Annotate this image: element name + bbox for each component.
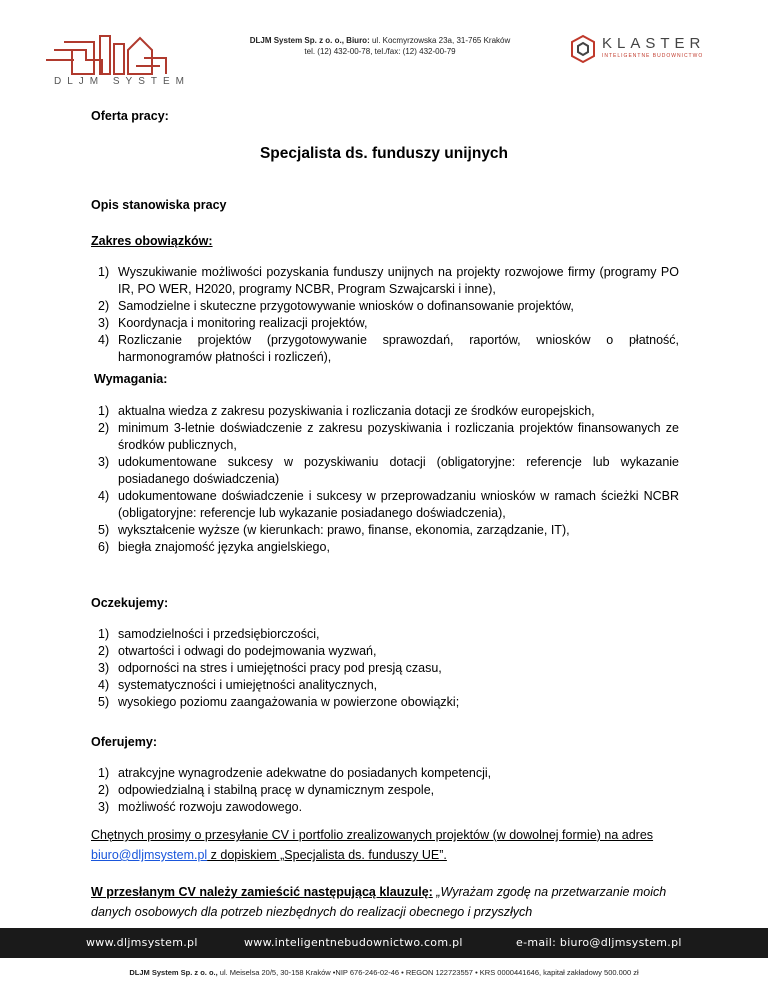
list-item: 3) odporności na stres i umiejętności pracy pod presją czasu, bbox=[98, 661, 442, 675]
footer-legal bbox=[0, 968, 768, 977]
klaster-logo bbox=[568, 34, 708, 64]
list-item: 2) otwartości i odwagi do podejmowania wyzwań, bbox=[98, 644, 377, 658]
duties-heading: Zakres obowiązków: bbox=[91, 234, 213, 248]
klaster-subtitle: INTELIGENTNE BUDOWNICTWO bbox=[602, 53, 704, 59]
list-item: 6) biegła znajomość języka angielskiego, bbox=[98, 540, 330, 554]
application-text: Chętnych prosimy o przesyłanie CV i portfolio zrealizowanych projektów (w dowolnej formie) na adres bbox=[91, 828, 654, 842]
duties-list bbox=[91, 264, 679, 366]
klaster-name: KLASTER bbox=[602, 35, 706, 52]
list-item: 4) udokumentowane doświadczenie i sukcesy w przeprowadzaniu wniosków w ramach ścieżki NCBR (obligatoryjne: referencje lub wykazanie posiadanego doświadczenia), bbox=[98, 489, 679, 520]
offer-heading: Oferujemy: bbox=[91, 735, 157, 749]
dljm-logo bbox=[44, 30, 204, 92]
clause-heading: W przesłanym CV należy zamieścić następującą klauzulę: bbox=[91, 885, 433, 899]
application-suffix: z dopiskiem „Specjalista ds. funduszy UE”. bbox=[207, 848, 447, 862]
dljm-logo-text: DLJM SYSTEM bbox=[54, 76, 191, 87]
list-item: 1) atrakcyjne wynagrodzenie adekwatne do posiadanych kompetencji, bbox=[98, 766, 492, 780]
header-contact bbox=[210, 35, 550, 57]
header-phones: tel. (12) 432-00-78, tel./fax: (12) 432-00-79 bbox=[304, 47, 456, 56]
clause-paragraph bbox=[91, 882, 683, 922]
footer-bar bbox=[0, 928, 768, 958]
expectations-list bbox=[91, 626, 679, 711]
email-link[interactable]: biuro@dljmsystem.pl bbox=[91, 848, 208, 862]
requirements-list bbox=[91, 403, 679, 556]
footer-email[interactable]: e-mail: biuro@dljmsystem.pl bbox=[516, 936, 682, 949]
list-item: 1) aktualna wiedza z zakresu pozyskiwania i rozliczania dotacji ze środków europejskich, bbox=[98, 404, 595, 418]
job-title: Specjalista ds. funduszy unijnych bbox=[259, 145, 509, 162]
footer-website[interactable]: www.dljmsystem.pl bbox=[86, 936, 198, 949]
list-item: 3) Koordynacja i monitoring realizacji projektów, bbox=[98, 316, 368, 330]
list-item: 5) wysokiego poziomu zaangażowania w powierzone obowiązki; bbox=[98, 695, 460, 709]
list-item: 3) możliwość rozwoju zawodowego. bbox=[98, 800, 303, 814]
dljm-logo-icon bbox=[44, 30, 204, 78]
clause-text: „Wyrażam zgodę na przetwarzanie moich danych osobowych dla potrzeb niezbędnych do realizacji obecnego i przyszłych bbox=[91, 885, 667, 919]
offer-list bbox=[91, 765, 679, 816]
header-address: ul. Kocmyrzowska 23a, 31-765 Kraków bbox=[371, 36, 511, 45]
list-item: 2) minimum 3-letnie doświadczenie z zakresu pozyskiwania i rozliczania projektów finansowanych ze środków publicznych, bbox=[98, 421, 679, 452]
list-item: 4) Rozliczanie projektów (przygotowywanie sprawozdań, raportów, wniosków o płatność, harmonogramów płatności i rozliczeń), bbox=[98, 333, 679, 364]
list-item: 5) wykształcenie wyższe (w kierunkach: prawo, finanse, ekonomia, zarządzanie, IT), bbox=[98, 523, 570, 537]
description-heading: Opis stanowiska pracy bbox=[91, 198, 227, 212]
list-item: 3) udokumentowane sukcesy w pozyskiwaniu dotacji (obligatoryjne: referencje lub wykazanie posiadanego doświadczenia) bbox=[98, 455, 679, 486]
list-item: 4) systematyczności i umiejętności analitycznych, bbox=[98, 678, 378, 692]
list-item: 1) Wyszukiwanie możliwości pozyskania funduszy unijnych na projekty rozwojowe firmy (programy PO IR, PO WER, H2020, programy NCBR, Program Szwajcarski i inne), bbox=[98, 265, 679, 296]
requirements-heading: Wymagania: bbox=[94, 372, 168, 386]
footer-website-2[interactable]: www.inteligentnebudownictwo.com.pl bbox=[244, 936, 463, 949]
list-item: 2) Samodzielne i skuteczne przygotowywanie wniosków o dofinansowanie projektów, bbox=[98, 299, 574, 313]
list-item: 2) odpowiedzialną i stabilną pracę w dynamicznym zespole, bbox=[98, 783, 435, 797]
footer-legal-text: ul. Meiselsa 20/5, 30-158 Kraków •NIP 676-246-02-46 • REGON 122723557 • KRS 0000441646, kapitał zakładowy 500.000 zł bbox=[217, 968, 639, 977]
footer-company: DLJM System Sp. z o. o., bbox=[129, 968, 218, 977]
expectations-heading: Oczekujemy: bbox=[91, 596, 169, 610]
application-paragraph bbox=[91, 825, 683, 865]
header-company: DLJM System Sp. z o. o., Biuro: bbox=[249, 36, 370, 45]
klaster-hexagon-icon bbox=[568, 34, 598, 64]
offer-label: Oferta pracy: bbox=[91, 109, 169, 123]
list-item: 1) samodzielności i przedsiębiorczości, bbox=[98, 627, 320, 641]
